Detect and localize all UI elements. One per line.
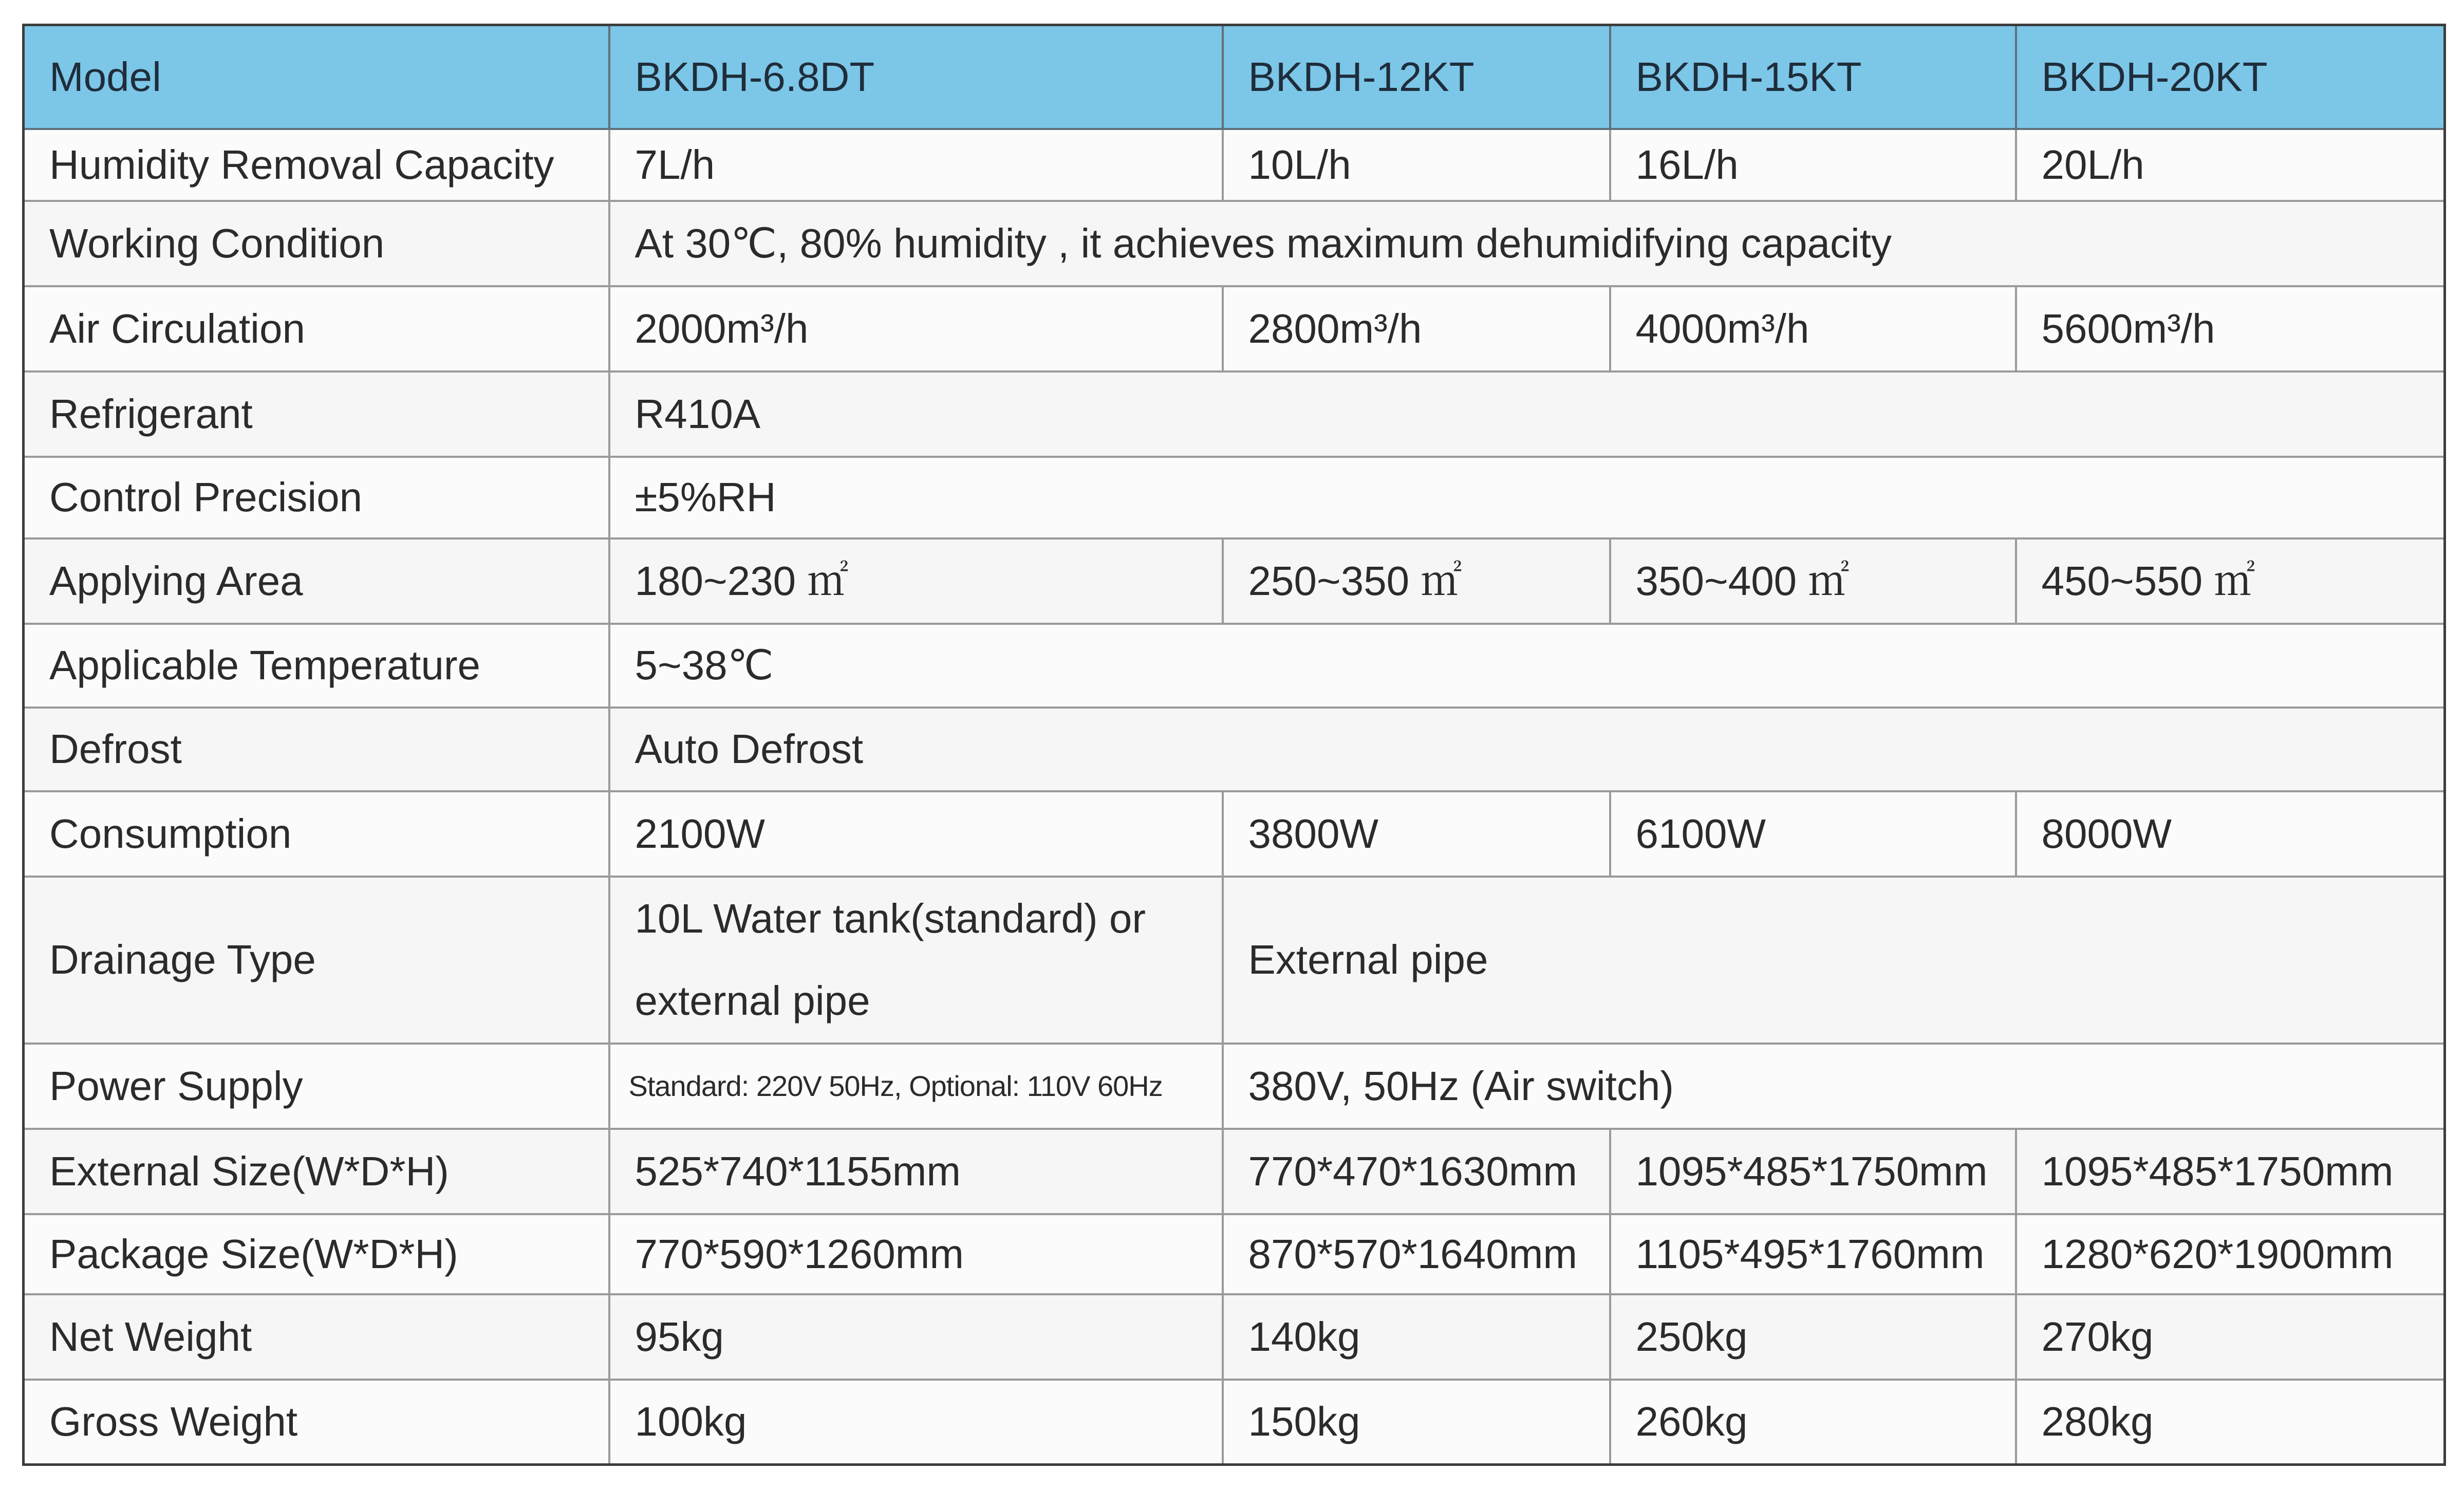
- row-label: Working Condition: [24, 201, 609, 286]
- row-label: Air Circulation: [24, 286, 609, 371]
- cell-value: 1280*620*1900mm: [2016, 1214, 2445, 1294]
- table-row: [24, 1294, 2445, 1380]
- cell-value: 16L/h: [1610, 129, 2016, 201]
- cell-value: 1095*485*1750mm: [1610, 1129, 2016, 1214]
- model-name: BKDH-6.8DT: [609, 25, 1223, 129]
- row-label: Applicable Temperature: [24, 624, 609, 708]
- cell-value: 150kg: [1223, 1380, 1610, 1465]
- table-row: [24, 1214, 2445, 1294]
- cell-value: 380V, 50Hz (Air switch): [1223, 1044, 2445, 1129]
- table-row: [24, 129, 2445, 201]
- cell-value: 6100W: [1610, 791, 2016, 877]
- table-row: [24, 708, 2445, 791]
- cell-value: 5600m³/h: [2016, 286, 2445, 371]
- cell-value: 7L/h: [609, 129, 1223, 201]
- cell-value: 250kg: [1610, 1294, 2016, 1380]
- cell-value: 95kg: [609, 1294, 1223, 1380]
- cell-value: 450~550 ㎡: [2016, 538, 2445, 624]
- row-label: Gross Weight: [24, 1380, 609, 1465]
- row-label: Consumption: [24, 791, 609, 877]
- cell-value: 180~230 ㎡: [609, 538, 1223, 624]
- cell-value: 280kg: [2016, 1380, 2445, 1465]
- table-row: [24, 286, 2445, 371]
- cell-value: 2000m³/h: [609, 286, 1223, 371]
- row-label: Refrigerant: [24, 371, 609, 457]
- cell-value: 10L/h: [1223, 129, 1610, 201]
- row-label: Package Size(W*D*H): [24, 1214, 609, 1294]
- row-label: Applying Area: [24, 538, 609, 624]
- row-label: Humidity Removal Capacity: [24, 129, 609, 201]
- table-row: [24, 371, 2445, 457]
- cell-value: Standard: 220V 50Hz, Optional: 110V 60Hz: [609, 1044, 1223, 1129]
- header-row: [24, 25, 2445, 129]
- cell-value: 8000W: [2016, 791, 2445, 877]
- cell-value: 260kg: [1610, 1380, 2016, 1465]
- table-row: [24, 1380, 2445, 1465]
- cell-value: 350~400 ㎡: [1610, 538, 2016, 624]
- cell-value: 2100W: [609, 791, 1223, 877]
- cell-value: Auto Defrost: [609, 708, 2445, 791]
- row-label: Net Weight: [24, 1294, 609, 1380]
- cell-value: 525*740*1155mm: [609, 1129, 1223, 1214]
- cell-value: At 30℃, 80% humidity , it achieves maximum dehumidifying capacity: [609, 201, 2445, 286]
- cell-value: 270kg: [2016, 1294, 2445, 1380]
- model-name: BKDH-12KT: [1223, 25, 1610, 129]
- cell-value: 770*470*1630mm: [1223, 1129, 1610, 1214]
- model-name: BKDH-20KT: [2016, 25, 2445, 129]
- table-row: [24, 1129, 2445, 1214]
- cell-value: 4000m³/h: [1610, 286, 2016, 371]
- row-label: Drainage Type: [24, 877, 609, 1044]
- cell-value: 3800W: [1223, 791, 1610, 877]
- table-row: [24, 201, 2445, 286]
- cell-value: 770*590*1260mm: [609, 1214, 1223, 1294]
- table-row: [24, 791, 2445, 877]
- cell-value: 100kg: [609, 1380, 1223, 1465]
- cell-value: 1095*485*1750mm: [2016, 1129, 2445, 1214]
- table-row: [24, 457, 2445, 538]
- row-label: Power Supply: [24, 1044, 609, 1129]
- row-label: Control Precision: [24, 457, 609, 538]
- spec-table: [22, 24, 2446, 1466]
- cell-value: External pipe: [1223, 877, 2445, 1044]
- model-name: BKDH-15KT: [1610, 25, 2016, 129]
- cell-value: 140kg: [1223, 1294, 1610, 1380]
- table-row: [24, 1044, 2445, 1129]
- cell-value: 20L/h: [2016, 129, 2445, 201]
- cell-value: 870*570*1640mm: [1223, 1214, 1610, 1294]
- model-header: Model: [24, 25, 609, 129]
- cell-value: 10L Water tank(standard) or external pipe: [609, 877, 1223, 1044]
- cell-value: ±5%RH: [609, 457, 2445, 538]
- cell-value: 1105*495*1760mm: [1610, 1214, 2016, 1294]
- cell-value: 250~350 ㎡: [1223, 538, 1610, 624]
- table-row: [24, 877, 2445, 1044]
- cell-value: 5~38℃: [609, 624, 2445, 708]
- table-row: [24, 624, 2445, 708]
- cell-value: 2800m³/h: [1223, 286, 1610, 371]
- cell-value: R410A: [609, 371, 2445, 457]
- row-label: Defrost: [24, 708, 609, 791]
- table-row: [24, 538, 2445, 624]
- row-label: External Size(W*D*H): [24, 1129, 609, 1214]
